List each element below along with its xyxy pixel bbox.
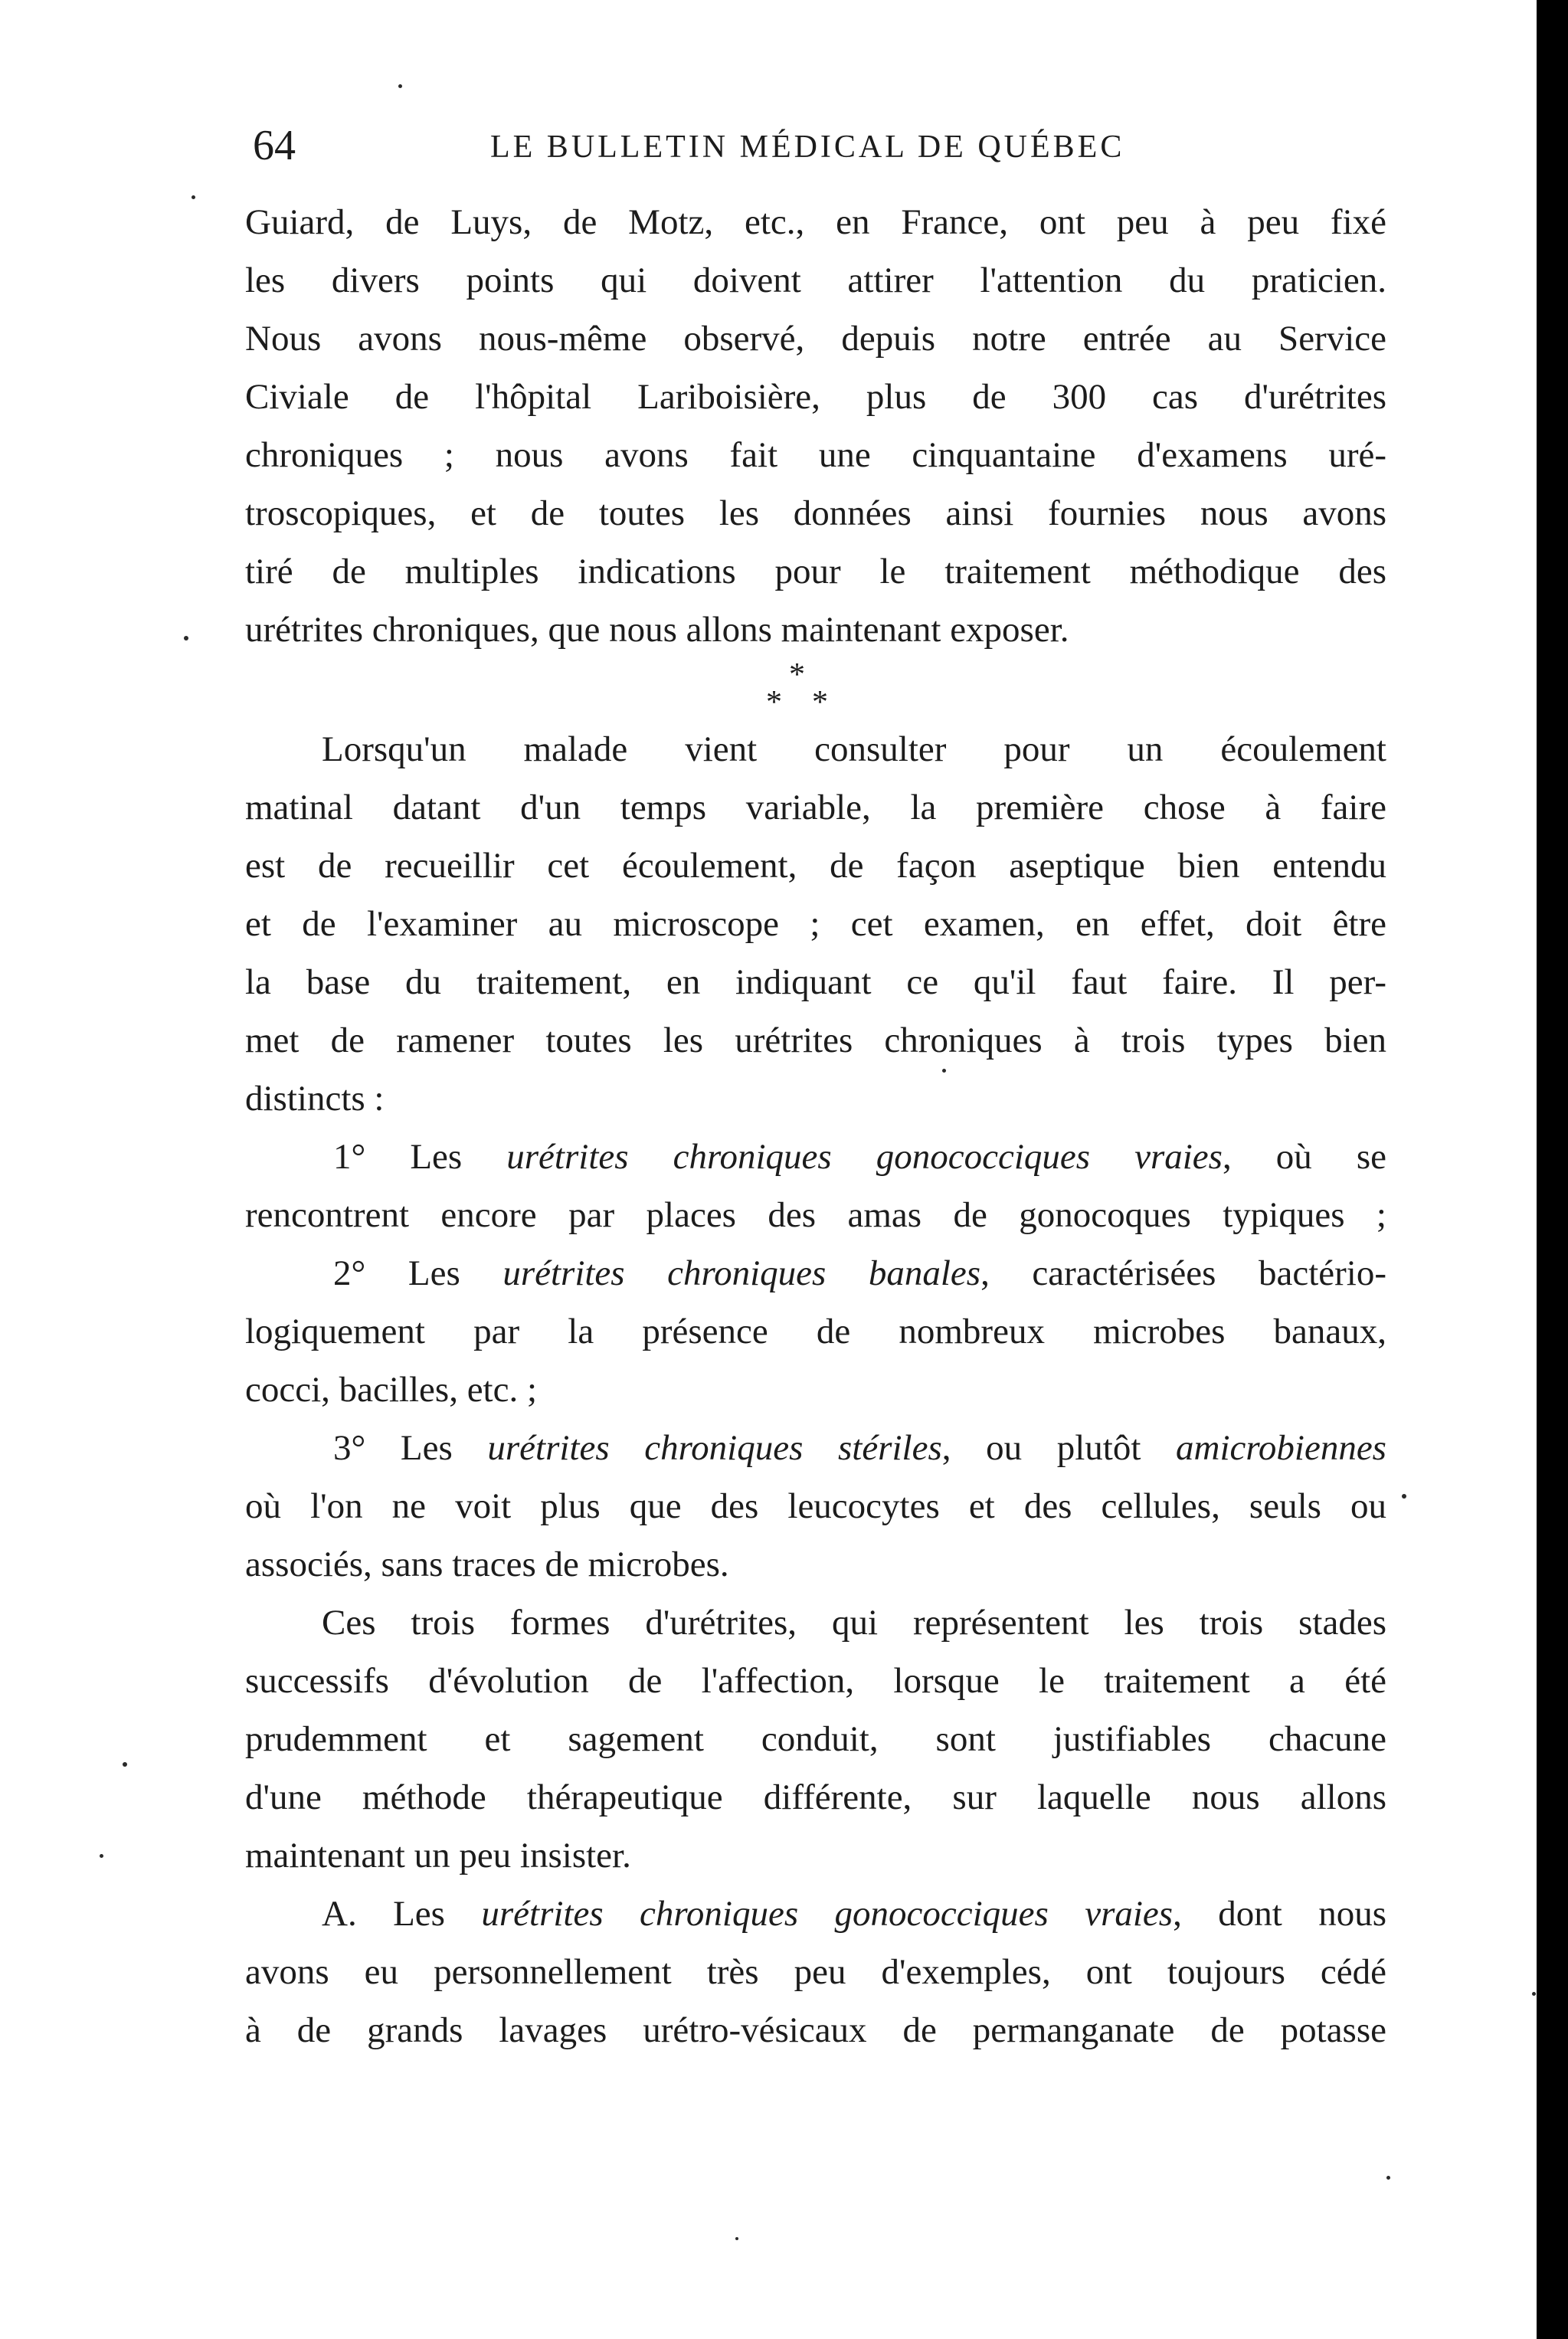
item-number: 1° bbox=[333, 1137, 366, 1177]
item-tail: , caractérisées bactério- bbox=[980, 1253, 1386, 1293]
item-lead: Les bbox=[356, 1894, 482, 1934]
text-line: avons eu personnellement très peu d'exemples, ont toujours cédé bbox=[245, 1952, 1386, 1992]
text-line: Civiale de l'hôpital Lariboisière, plus de 300 cas d'urétrites bbox=[245, 377, 1386, 417]
list-item-3-line bbox=[245, 1419, 1386, 1477]
item-tail: , où se bbox=[1222, 1137, 1386, 1177]
item-term: urétrites chroniques gonococciques vraies bbox=[481, 1894, 1174, 1934]
section-separator-asterism bbox=[245, 659, 1386, 720]
text-line: logiquement par la présence de nombreux microbes banaux, bbox=[245, 1312, 1386, 1351]
text-line: maintenant un peu insister. bbox=[245, 1836, 631, 1875]
text-line: la base du traitement, en indiquant ce qu'il faut faire. Il per- bbox=[245, 962, 1386, 1002]
scan-edge-bar bbox=[1537, 0, 1568, 2339]
text-line: Lorsqu'un malade vient consulter pour un écoulement bbox=[322, 729, 1386, 769]
text-line: rencontrent encore par places des amas de gonocoques typiques ; bbox=[245, 1195, 1386, 1235]
text-line: urétrites chroniques, que nous allons maintenant exposer. bbox=[245, 610, 1069, 650]
list-item-2-line bbox=[245, 1244, 1386, 1302]
text-line: distincts : bbox=[245, 1079, 385, 1119]
scan-speck bbox=[191, 195, 195, 199]
separator-star: * bbox=[766, 685, 782, 720]
scan-speck bbox=[1402, 1494, 1406, 1499]
scan-speck bbox=[184, 636, 188, 640]
text-line: Nous avons nous-même observé, depuis notre entrée au Service bbox=[245, 319, 1386, 359]
text-line: où l'on ne voit plus que des leucocytes et des cellules, seuls ou bbox=[245, 1486, 1386, 1526]
section-letter: A. bbox=[322, 1894, 357, 1934]
item-term: urétrites chroniques stériles bbox=[487, 1428, 942, 1468]
text-line: les divers points qui doivent attirer l'attention du praticien. bbox=[245, 260, 1386, 300]
page-header bbox=[253, 115, 1371, 176]
text-line: associés, sans traces de microbes. bbox=[245, 1545, 729, 1584]
item-number: 3° bbox=[333, 1428, 366, 1468]
text-line: tiré de multiples indications pour le traitement méthodique des bbox=[245, 552, 1386, 591]
text-line: à de grands lavages urétro-vésicaux de permanganate de potasse bbox=[245, 2010, 1386, 2050]
item-tail: , ou plutôt bbox=[941, 1428, 1176, 1468]
item-lead: Les bbox=[365, 1253, 503, 1293]
item-tail: , dont nous bbox=[1173, 1894, 1386, 1934]
text-line: chroniques ; nous avons fait une cinquantaine d'examens uré- bbox=[245, 435, 1386, 475]
section-a-line bbox=[245, 1885, 1386, 1943]
text-line: successifs d'évolution de l'affection, lorsque le traitement a été bbox=[245, 1661, 1386, 1701]
text-line: est de recueillir cet écoulement, de façon aseptique bien entendu bbox=[245, 846, 1386, 886]
text-line: Guiard, de Luys, de Motz, etc., en France, ont peu à peu fixé bbox=[245, 202, 1386, 242]
item-lead: Les bbox=[365, 1428, 488, 1468]
text-line: met de ramener toutes les urétrites chroniques à trois types bien bbox=[245, 1020, 1386, 1060]
scan-speck bbox=[398, 84, 402, 88]
scan-speck bbox=[1532, 1992, 1536, 1996]
list-item-1-line bbox=[245, 1128, 1386, 1186]
scan-speck bbox=[1386, 2176, 1390, 2180]
scan-speck bbox=[735, 2237, 738, 2240]
body-text bbox=[245, 193, 1386, 2059]
item-term: urétrites chroniques gonococciques vraies bbox=[506, 1137, 1223, 1177]
scan-speck bbox=[942, 1069, 946, 1073]
text-line: Ces trois formes d'urétrites, qui représentent les trois stades bbox=[322, 1603, 1386, 1643]
text-line: matinal datant d'un temps variable, la première chose à faire bbox=[245, 788, 1386, 827]
scan-speck bbox=[123, 1762, 127, 1767]
text-line: d'une méthode thérapeutique différente, sur laquelle nous allons bbox=[245, 1777, 1386, 1817]
text-line: troscopiques, et de toutes les données ainsi fournies nous avons bbox=[245, 493, 1386, 533]
item-term-alt: amicrobiennes bbox=[1176, 1428, 1386, 1468]
running-title: LE BULLETIN MÉDICAL DE QUÉBEC bbox=[490, 129, 1125, 165]
text-line: et de l'examiner au microscope ; cet examen, en effet, doit être bbox=[245, 904, 1386, 944]
scan-speck bbox=[100, 1854, 103, 1858]
item-term: urétrites chroniques banales bbox=[502, 1253, 981, 1293]
separator-star: * bbox=[812, 685, 828, 720]
item-lead: Les bbox=[365, 1137, 507, 1177]
text-line: prudemment et sagement conduit, sont justifiables chacune bbox=[245, 1719, 1386, 1759]
item-number: 2° bbox=[333, 1253, 366, 1293]
text-line: cocci, bacilles, etc. ; bbox=[245, 1370, 538, 1410]
page-number: 64 bbox=[253, 122, 296, 169]
separator-star: * bbox=[789, 657, 805, 693]
